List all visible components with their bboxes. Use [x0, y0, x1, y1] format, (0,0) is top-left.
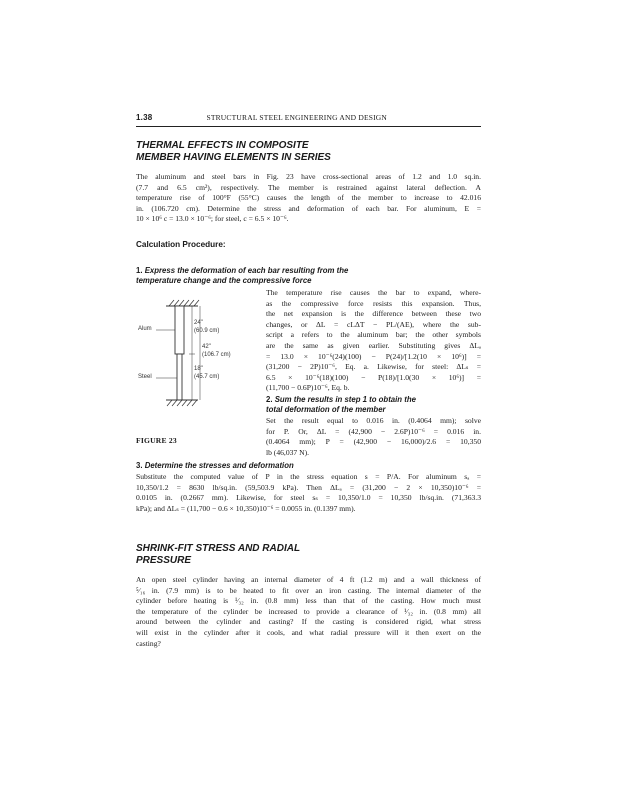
text-line: casting?: [136, 638, 161, 648]
alum-label: Alum: [138, 326, 152, 332]
text-line: are the same as given earlier. Substituting gives ΔLₐ: [266, 340, 481, 350]
text-line: The temperature rise causes the bar to expand, where-: [266, 288, 481, 297]
text-line: Substitute the computed value of P in the stress equation s = P/A. For aluminum sₐ =: [136, 472, 481, 481]
step-title: temperature change and the compressive force: [136, 276, 312, 285]
text-line: (7.7 and 6.5 cm²), respectively. The member is restrained against lateral deflection. A: [136, 182, 481, 192]
dim-18-in: 18": [194, 366, 203, 372]
dim-42-in: 42": [202, 344, 211, 350]
step-number: 3.: [136, 461, 143, 470]
step3-body: [136, 472, 481, 514]
text-line: (0.4064 mm); P = (42,900 − 16,000)/2.6 = 10,350: [266, 437, 481, 447]
text-line: 10,350/1.2 = 8630 lb/sq.in. (59,503.9 kPa). Then ΔLₐ = (31,200 − 2 × 10,350)10⁻⁶ =: [136, 482, 481, 492]
calculation-heading: Calculation Procedure:: [136, 240, 226, 249]
running-title: STRUCTURAL STEEL ENGINEERING AND DESIGN: [206, 113, 388, 122]
figure-caption: FIGURE 23: [136, 436, 177, 445]
section-title-shrink-fit: [136, 543, 481, 567]
top-support-hatch: [169, 300, 199, 306]
section-title-line: THERMAL EFFECTS IN COMPOSITE: [136, 140, 309, 151]
section-title-line: SHRINK-FIT STRESS AND RADIAL: [136, 543, 301, 554]
steel-bar: [177, 354, 182, 400]
step1-body: [266, 288, 481, 394]
step-number: 2.: [266, 395, 273, 404]
dim-24-in: 24": [194, 320, 203, 326]
dim-24-cm: (60.9 cm): [194, 328, 220, 334]
page-number: 1.38: [136, 113, 153, 122]
section-title-thermal: [136, 140, 481, 164]
figure-23: [136, 298, 264, 420]
text-line: for P. Or, ΔL = (42,900 − 2.6P)10⁻⁶ = 0.016 in.: [266, 426, 481, 436]
text-line: the net expansion is the difference between these two: [266, 309, 481, 319]
text-line: Set the result equal to 0.016 in. (0.4064 mm); solve: [266, 416, 481, 425]
text-line: An open steel cylinder having an internal diameter of 4 ft (1.2 m) and a wall thickness of: [136, 575, 481, 584]
intro-paragraph: [136, 172, 481, 225]
text-line: temperature rise of 100°F (55°C) causes the length of the member to increase to 42.016: [136, 193, 481, 203]
step-title: Determine the stresses and deformation: [144, 461, 294, 470]
text-line: lb (46,037 N).: [266, 447, 310, 457]
step-title: Express the deformation of each bar resulting from the: [144, 266, 349, 275]
section-title-line: MEMBER HAVING ELEMENTS IN SERIES: [136, 152, 331, 163]
section-title-line: PRESSURE: [136, 555, 192, 566]
dim-42-cm: (106.7 cm): [202, 352, 231, 358]
step-title: total deformation of the member: [266, 405, 386, 414]
aluminum-bar: [175, 306, 184, 354]
text-line: (11,700 − 0.6P)10⁻⁶, Eq. b.: [266, 383, 350, 393]
text-line: in. (106.720 cm). Determine the stress and deformation of each bar. For aluminum, E =: [136, 203, 481, 213]
step3-heading: [136, 461, 481, 471]
step-title: Sum the results in step 1 to obtain the: [274, 395, 416, 404]
text-line: = 13.0 × 10⁻⁶(24)(100) − P(24)/[1.2(10 × 10⁶)] =: [266, 351, 481, 361]
text-line: the temperature of the cylinder be increased to provide a clearance of ¹⁄₃₂ in. (0.8 mm) all: [136, 606, 481, 616]
text-line: kPa); and ΔLₛ = (11,700 − 0.6 × 10,350)10⁻⁶ = 0.0055 in. (0.1397 mm).: [136, 503, 356, 513]
text-line: around between the cylinder and casting? If the casting is considered rigid, what stress: [136, 617, 481, 627]
bottom-support-hatch: [167, 400, 197, 406]
step-number: 1.: [136, 266, 143, 275]
step2-heading: [266, 395, 481, 415]
running-head: [136, 113, 496, 122]
text-line: changes, or ΔL = cLΔT − PL/(AE), where the sub-: [266, 319, 481, 329]
figure-drawing: [136, 298, 264, 420]
text-line: 0.0105 in. (0.2667 mm). Likewise, for steel sₛ = 10,350/1.0 = 10,350 lb/sq.in. (71,363.3: [136, 493, 481, 503]
text-line: script a refers to the aluminum bar; the other symbols: [266, 330, 481, 340]
text-line: will exist in the cylinder after it cools, and what radial pressure will it then exert on the: [136, 627, 481, 637]
text-line: 6.5 × 10⁻⁶(18)(100) − P(18)/[1.0(30 × 10⁶)] =: [266, 372, 481, 382]
header-rule: [136, 126, 481, 127]
dim-18-cm: (45.7 cm): [194, 374, 220, 380]
step1-heading: [136, 266, 481, 286]
text-line: (31,200 − 2P)10⁻⁶, Eq. a. Likewise, for steel: ΔLₛ =: [266, 362, 481, 372]
text-line: ⁵⁄₁₆ in. (7.9 mm) is to be heated to fit over an iron casting. The internal diameter of the: [136, 585, 481, 595]
text-line: The aluminum and steel bars in Fig. 23 have cross-sectional areas of 1.2 and 1.0 sq.in.: [136, 172, 481, 181]
step2-body: [266, 416, 481, 458]
text-line: cylinder before heating is ¹⁄₃₂ in. (0.8 mm) less than that of the casting. How much must: [136, 596, 481, 606]
steel-label: Steel: [138, 374, 152, 380]
shrink-fit-paragraph: [136, 575, 481, 649]
text-line: 10 × 10⁶ c = 13.0 × 10⁻⁶; for steel, c = 6.5 × 10⁻⁶.: [136, 214, 289, 224]
text-line: as the compressive force resists this expansion. Thus,: [266, 298, 481, 308]
